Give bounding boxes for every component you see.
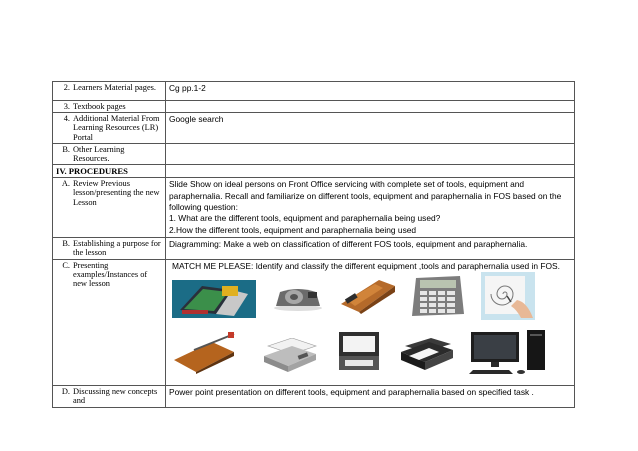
review-line: 1. What are the different tools, equipment and paraphernalia being used? — [169, 213, 441, 224]
item-number: A. — [61, 179, 70, 189]
row-label: Discussing new concepts and — [73, 387, 158, 406]
row-label: Establishing a purpose for the lesson — [73, 239, 161, 258]
row-value: MATCH ME PLEASE: Identify and classify the different equipment ,tools and paraphernalia used in FOS. — [172, 260, 560, 271]
row-value: Google search — [166, 113, 575, 144]
scanner-image — [337, 330, 381, 374]
review-line: paraphernalia. Recall and familiarize on different tools, equipment and paraphernalia in FOS based on the — [169, 190, 562, 201]
item-number: B. — [62, 144, 70, 154]
laptop-image — [172, 280, 256, 318]
row-review — [53, 178, 575, 238]
item-number: D. — [61, 387, 70, 397]
tape-dispenser-image — [272, 286, 324, 312]
fax-machine-image — [262, 338, 318, 374]
row-label: Additional Material From Learning Resources (LR) Portal — [73, 114, 160, 142]
item-number: 4. — [63, 114, 70, 124]
row-value: Diagramming: Make a web on classification of different FOS tools, equipment and paraphernalia. — [166, 238, 575, 259]
item-number: C. — [62, 260, 70, 270]
row-other-resources — [53, 143, 575, 164]
row-value: Cg pp.1-2 — [166, 82, 575, 101]
stapler-image — [339, 278, 397, 314]
row-value: Power point presentation on different tools, equipment and paraphernalia based on specified task . — [166, 386, 575, 408]
review-line: following question: — [169, 202, 238, 213]
review-line: Slide Show on ideal persons on Front Office servicing with complete set of tools, equipment and — [169, 179, 525, 190]
row-label: Presenting examples/Instances of new lesson — [73, 260, 148, 289]
row-learners-material — [53, 82, 575, 101]
equipment-images — [169, 272, 571, 384]
paper-cutter-image — [172, 332, 236, 374]
row-label: Textbook pages — [73, 102, 126, 111]
row-purpose — [53, 238, 575, 259]
lesson-plan-table — [52, 81, 575, 408]
row-label: Review Previous lesson/presenting the new Lesson — [73, 179, 160, 207]
item-number: 2. — [63, 83, 70, 92]
row-discussing — [53, 386, 575, 408]
calculator-image — [410, 274, 466, 318]
desktop-computer-image — [469, 328, 549, 376]
section-header: IV. PROCEDURES — [53, 165, 166, 178]
printer-image — [399, 336, 457, 374]
row-additional-material — [53, 113, 575, 144]
item-number: B. — [62, 239, 70, 249]
row-value — [166, 101, 575, 113]
item-number: 3. — [63, 102, 70, 111]
row-presenting — [53, 259, 575, 385]
review-line: 2.How the different tools, equipment and paraphernalia being used — [169, 224, 417, 235]
row-value — [166, 143, 575, 164]
row-label: Other Learning Resources. — [73, 144, 125, 164]
row-textbook — [53, 101, 575, 113]
review-text — [166, 178, 575, 238]
row-procedures-header — [53, 165, 575, 178]
drawing-hand-image — [481, 272, 535, 320]
row-label: Learners Material pages. — [73, 83, 157, 92]
